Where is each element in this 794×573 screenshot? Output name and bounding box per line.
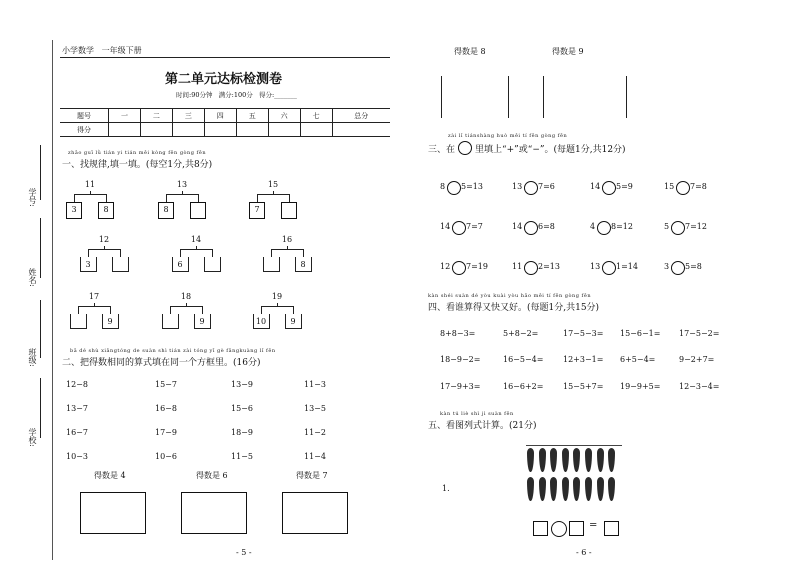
slot-edge	[204, 257, 205, 271]
carrot-icon	[539, 448, 546, 472]
section4-title: 四、看谁算得又快又好。(每题1分,共15分)	[428, 303, 600, 313]
slot-edge	[70, 314, 71, 328]
tree-branch	[271, 249, 303, 250]
slot-value: 10	[255, 317, 267, 326]
carrot-icon	[608, 448, 615, 472]
section1-pinyin: zhǎo guī lǜ tián yi tián měi kòng fēn gòng fēn	[68, 150, 207, 156]
score-cell[interactable]	[172, 123, 204, 137]
carrot-icon	[550, 477, 557, 501]
operand: 14	[440, 222, 451, 231]
student-id-blank[interactable]	[40, 145, 41, 200]
header-rule	[60, 57, 390, 58]
operand-result: 7=7	[466, 222, 483, 231]
tree-branch	[289, 194, 290, 202]
slot-edge	[96, 257, 97, 271]
operand: 14	[590, 182, 601, 191]
expression[interactable]: 16−8	[155, 404, 177, 413]
section4-pinyin: kàn shéi suàn dé yòu kuài yòu hǎo měi tí fēn gòng fēn	[428, 293, 592, 299]
operand-result: 2=13	[538, 262, 560, 271]
score-cell[interactable]	[109, 123, 141, 137]
operand: 3	[664, 262, 670, 271]
equals-sign: =	[589, 520, 598, 531]
operand-result: 5=8	[685, 262, 702, 271]
operator-circle[interactable]	[524, 261, 538, 275]
tree-branch	[293, 306, 294, 314]
tree-branch	[303, 249, 304, 257]
answer-slot[interactable]	[190, 202, 206, 219]
answer-slot[interactable]	[263, 271, 280, 272]
answer-slot[interactable]	[112, 271, 129, 272]
slot-edge	[86, 314, 87, 328]
school-blank[interactable]	[40, 378, 41, 438]
operand: 13	[590, 262, 601, 271]
item-number: 1.	[442, 484, 450, 493]
answer-slot[interactable]	[253, 328, 270, 329]
slot-value: 6	[177, 260, 183, 269]
tree-branch	[180, 249, 212, 250]
score-cell[interactable]	[332, 123, 390, 137]
answer-slot[interactable]	[102, 328, 119, 329]
operator-circle[interactable]	[671, 221, 685, 235]
page-number-left: - 5 -	[236, 548, 252, 557]
math-problem[interactable]: 5+8−2=	[503, 329, 539, 338]
math-problem[interactable]: 12−3−4=	[679, 382, 720, 391]
school-label: 学校:	[28, 428, 37, 447]
score-cell[interactable]	[204, 123, 236, 137]
slot-value: 8	[163, 205, 169, 214]
math-problem[interactable]: 16−6+2=	[503, 382, 544, 391]
operand-result: 8=12	[611, 222, 633, 231]
operator-circle[interactable]	[452, 221, 466, 235]
operand-result: 7=6	[538, 182, 555, 191]
operand: 15	[664, 182, 675, 191]
score-header-cell: 题号	[60, 109, 109, 123]
tree-branch	[271, 249, 272, 257]
student-id-label: 学号:	[28, 188, 37, 207]
expression[interactable]: 10−3	[66, 452, 88, 461]
page-number-right: - 6 -	[576, 548, 592, 557]
open-box-edge	[543, 76, 544, 118]
subject-label: 小学数学 一年级下册	[62, 46, 142, 55]
tree-top-number: 11	[84, 180, 96, 189]
expression[interactable]: 10−6	[155, 452, 177, 461]
operand-result: 1=14	[616, 262, 638, 271]
math-problem[interactable]: 16−5−4=	[503, 355, 544, 364]
tree-branch	[257, 194, 289, 195]
carrot-icon	[562, 477, 569, 501]
score-table-score-row	[60, 123, 390, 137]
answer-box-label: 得数是 9	[552, 47, 584, 56]
math-problem[interactable]: 18−9−2=	[440, 355, 481, 364]
answer-slot[interactable]	[80, 271, 97, 272]
slot-value: 3	[71, 205, 77, 214]
section2-title: 二、把得数相同的算式填在同一个方框里。(16分)	[62, 358, 261, 368]
page-title: 第二单元达标检测卷	[165, 72, 283, 87]
operand: 14	[512, 222, 523, 231]
group-bracket	[526, 445, 622, 446]
answer-box[interactable]	[282, 492, 348, 534]
tree-top-number: 14	[190, 235, 202, 244]
score-header-cell: 总分	[332, 109, 390, 123]
answer-slot[interactable]	[295, 271, 312, 272]
slot-edge	[178, 314, 179, 328]
tree-top-number: 18	[180, 292, 192, 301]
expression[interactable]: 11−5	[231, 452, 253, 461]
expression[interactable]: 15−6	[231, 404, 253, 413]
carrot-icon	[527, 448, 534, 472]
slot-edge	[301, 314, 302, 328]
tree-branch	[257, 194, 258, 202]
slot-edge	[263, 257, 264, 271]
equation-box[interactable]	[533, 521, 548, 536]
expression[interactable]: 13−7	[66, 404, 88, 413]
name-blank[interactable]	[40, 218, 41, 278]
expression[interactable]: 13−5	[304, 404, 326, 413]
operand: 12	[440, 262, 451, 271]
answer-slot[interactable]	[281, 202, 297, 219]
math-problem[interactable]: 8+8−3=	[440, 329, 476, 338]
slot-value: 8	[103, 205, 109, 214]
answer-slot[interactable]	[172, 271, 189, 272]
operator-circle[interactable]	[524, 181, 538, 195]
expression[interactable]: 13−9	[231, 380, 253, 389]
score-header-cell: 五	[236, 109, 268, 123]
class-blank[interactable]	[40, 300, 41, 358]
score-cell[interactable]	[268, 123, 300, 137]
operand-result: 7=19	[466, 262, 488, 271]
slot-edge	[162, 314, 163, 328]
answer-slot[interactable]	[285, 328, 302, 329]
tree-top-number: 15	[267, 180, 279, 189]
section3-pinyin: zài lǐ tiánshàng huò měi tí fēn gòng fēn	[448, 133, 568, 139]
operator-circle[interactable]	[602, 181, 616, 195]
score-cell[interactable]	[236, 123, 268, 137]
math-problem[interactable]: 12+3−1=	[563, 355, 604, 364]
carrot-icon	[550, 448, 557, 472]
math-problem[interactable]: 15−6−1=	[620, 329, 661, 338]
math-problem[interactable]: 17−5−3=	[563, 329, 604, 338]
operand: 5	[664, 222, 670, 231]
math-problem[interactable]: 17−5−2=	[679, 329, 720, 338]
score-header-cell: 二	[140, 109, 172, 123]
tree-branch	[212, 249, 213, 257]
slot-edge	[269, 314, 270, 328]
math-problem[interactable]: 15−5+7=	[563, 382, 604, 391]
answer-box-label: 得数是 6	[196, 471, 228, 480]
operator-circle[interactable]	[597, 221, 611, 235]
open-box-edge	[626, 76, 627, 118]
open-box-edge	[441, 76, 442, 118]
math-problem[interactable]: 19−9+5=	[620, 382, 661, 391]
slot-value: 9	[290, 317, 296, 326]
operator-circle[interactable]	[676, 181, 690, 195]
slot-edge	[220, 257, 221, 271]
equation-circle[interactable]	[551, 521, 567, 537]
expression[interactable]: 12−8	[66, 380, 88, 389]
operator-circle[interactable]	[602, 261, 616, 275]
answer-box-label: 得数是 7	[296, 471, 328, 480]
operator-circle[interactable]	[524, 221, 538, 235]
operator-circle[interactable]	[452, 261, 466, 275]
exam-meta: 时间:90分钟 满分:100分 得分:_______	[176, 91, 297, 99]
score-row-label: 得分	[60, 123, 109, 137]
tree-branch	[202, 306, 203, 314]
slot-edge	[118, 314, 119, 328]
section1-title: 一、找规律,填一填。(每空1分,共8分)	[62, 160, 213, 170]
expression[interactable]: 11−3	[304, 380, 326, 389]
math-problem[interactable]: 6+5−4=	[620, 355, 656, 364]
expression[interactable]: 11−4	[304, 452, 326, 461]
answer-slot[interactable]	[70, 328, 87, 329]
operand-result: 7=12	[685, 222, 707, 231]
carrot-icon	[562, 448, 569, 472]
expression[interactable]: 16−7	[66, 428, 88, 437]
score-table-header-row	[60, 109, 390, 123]
score-header-cell: 四	[204, 109, 236, 123]
operand: 11	[512, 262, 523, 271]
tree-branch	[74, 194, 106, 195]
operand: 8	[440, 182, 446, 191]
tree-branch	[120, 249, 121, 257]
tree-branch	[74, 194, 75, 202]
expression[interactable]: 11−2	[304, 428, 326, 437]
answer-box[interactable]	[80, 492, 146, 534]
expression[interactable]: 17−9	[155, 428, 177, 437]
carrot-icon	[573, 448, 580, 472]
operand: 13	[512, 182, 523, 191]
class-label: 班级:	[28, 348, 37, 367]
answer-box-label: 得数是 4	[94, 471, 126, 480]
tree-branch	[198, 194, 199, 202]
circle-icon	[458, 141, 472, 155]
tree-top-number: 17	[88, 292, 100, 301]
carrot-icon	[597, 448, 604, 472]
slot-value: 8	[300, 260, 306, 269]
tree-branch	[88, 249, 120, 250]
operator-circle[interactable]	[447, 181, 461, 195]
slot-value: 7	[254, 205, 260, 214]
operand-result: 7=8	[690, 182, 707, 191]
answer-slot[interactable]	[204, 271, 221, 272]
answer-slot[interactable]	[194, 328, 211, 329]
tree-branch	[88, 249, 89, 257]
carrot-icon	[527, 477, 534, 501]
tree-branch	[78, 306, 110, 307]
slot-value: 9	[107, 317, 113, 326]
carrot-icon	[597, 477, 604, 501]
tree-top-number: 12	[98, 235, 110, 244]
score-cell[interactable]	[300, 123, 332, 137]
carrot-icon	[585, 448, 592, 472]
slot-value: 3	[85, 260, 91, 269]
section2-pinyin: bǎ dé shù xiāngtóng de suàn shì tián zài tóng yī gè fāngkuàng lǐ fēn	[70, 348, 276, 354]
answer-box[interactable]	[181, 492, 247, 534]
tree-branch	[166, 194, 198, 195]
section5-title: 五、看图列式计算。(21分)	[428, 421, 537, 431]
operand: 4	[590, 222, 596, 231]
score-header-cell: 六	[268, 109, 300, 123]
score-header-cell: 七	[300, 109, 332, 123]
carrot-icon	[539, 477, 546, 501]
slot-edge	[311, 257, 312, 271]
tree-top-number: 19	[271, 292, 283, 301]
score-header-cell: 三	[172, 109, 204, 123]
slot-edge	[112, 257, 113, 271]
binding-line	[52, 40, 53, 560]
slot-edge	[210, 314, 211, 328]
tree-branch	[110, 306, 111, 314]
open-box-edge	[508, 76, 509, 118]
score-header-cell: 一	[109, 109, 141, 123]
equation-box[interactable]	[569, 521, 584, 536]
operator-circle[interactable]	[671, 261, 685, 275]
tree-branch	[106, 194, 107, 202]
math-problem[interactable]: 17−9+3=	[440, 382, 481, 391]
section5-pinyin: kàn tú liè shì jì suàn fēn	[440, 411, 514, 417]
expression[interactable]: 18−9	[231, 428, 253, 437]
score-cell[interactable]	[140, 123, 172, 137]
slot-value: 9	[199, 317, 205, 326]
carrot-icon	[608, 477, 615, 501]
expression[interactable]: 15−7	[155, 380, 177, 389]
tree-branch	[170, 306, 202, 307]
tree-top-number: 16	[281, 235, 293, 244]
tree-branch	[170, 306, 171, 314]
tree-branch	[180, 249, 181, 257]
slot-edge	[188, 257, 189, 271]
operand-result: 5=9	[616, 182, 633, 191]
operand-result: 6=8	[538, 222, 555, 231]
slot-edge	[128, 257, 129, 271]
operand-result: 5=13	[461, 182, 483, 191]
tree-branch	[166, 194, 167, 202]
tree-top-number: 13	[176, 180, 188, 189]
answer-box-label: 得数是 8	[454, 47, 486, 56]
math-problem[interactable]: 9−2+7=	[679, 355, 715, 364]
answer-slot[interactable]	[162, 328, 179, 329]
tree-branch	[78, 306, 79, 314]
score-table	[60, 108, 390, 137]
slot-edge	[279, 257, 280, 271]
name-label: 姓名:	[28, 268, 37, 287]
section3-title: 三、在 里填上“+”或“−”。(每题1分,共12分)	[428, 141, 626, 155]
tree-branch	[261, 306, 293, 307]
carrot-icon	[585, 477, 592, 501]
tree-branch	[261, 306, 262, 314]
carrot-icon	[573, 477, 580, 501]
equation-box[interactable]	[604, 521, 619, 536]
